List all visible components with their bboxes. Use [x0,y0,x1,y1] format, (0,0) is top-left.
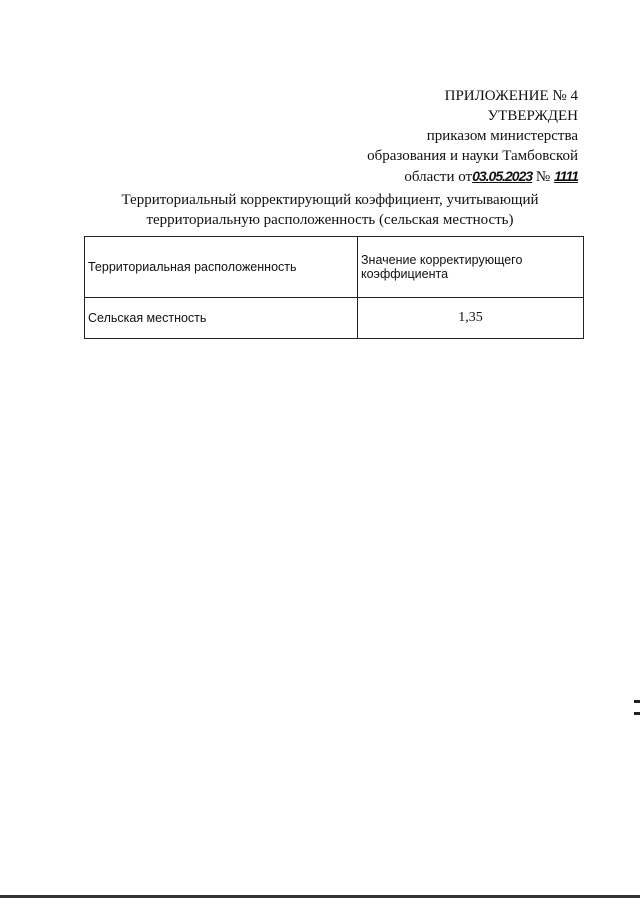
approval-block [367,86,578,186]
header-cell-location: Территориальная расположенность [85,237,358,298]
order-number-prefix: № [535,169,551,185]
cell-location: Сельская местность [85,298,358,339]
order-prefix: области от [404,169,473,185]
coefficient-table [84,236,584,339]
title-line-2: территориальную расположенность (сельская местность) [146,212,514,228]
title-line-1: Территориальный корректирующий коэффициент, учитывающий [121,192,539,208]
header-cell-value: Значение корректирующего коэффициента [358,237,584,298]
order-line-1: приказом министерства [426,128,578,144]
order-line-2: образования и науки Тамбовской [367,148,578,164]
order-number: 1111 [553,168,578,184]
table-header-row [85,237,584,298]
order-line-3 [367,166,578,186]
scan-artifact [634,700,640,703]
scan-edge [0,895,640,898]
order-date: 03.05.2023 [472,168,533,184]
approved-label: УТВЕРЖДЕН [487,108,578,124]
appendix-label: ПРИЛОЖЕНИЕ № 4 [444,88,578,104]
table-row [85,298,584,339]
document-title [80,190,580,230]
cell-value: 1,35 [358,298,584,339]
scan-artifact [634,712,640,715]
